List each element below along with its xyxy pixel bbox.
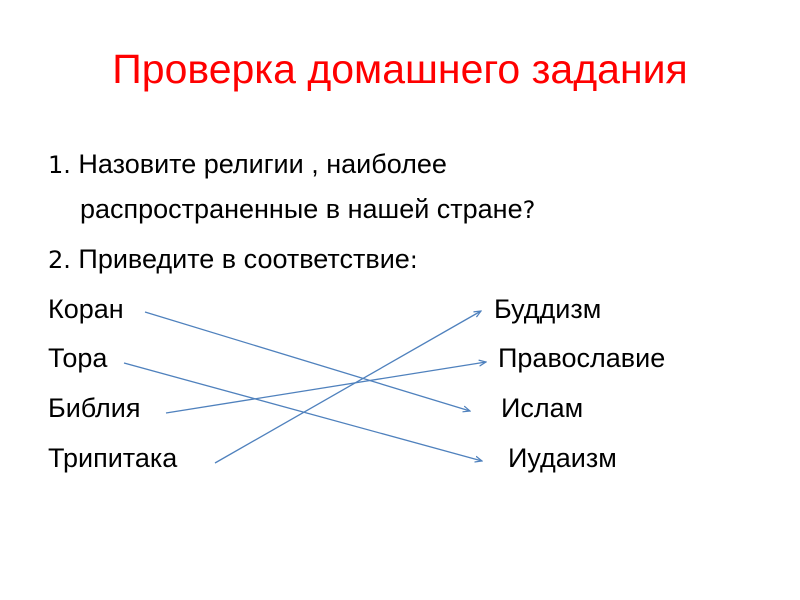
left-item-koran: Коран (48, 294, 124, 324)
connector-tripitaka-buddhism (215, 311, 481, 463)
right-item-buddhism: Буддизм (494, 294, 602, 324)
question-2-text: Приведите в соответствие (78, 244, 410, 274)
right-item-judaism: Иудаизм (508, 443, 617, 473)
right-item-orthodoxy: Православие (498, 343, 666, 373)
left-item-tripitaka: Трипитака (48, 443, 178, 473)
question-1-text-continued: распространенные в нашей стране (80, 194, 523, 224)
slide-title: Проверка домашнего задания (112, 46, 688, 92)
question-2-number: 2. (48, 246, 71, 274)
connector-koran-islam (145, 312, 470, 411)
question-1-question-mark: ? (522, 196, 536, 224)
left-item-bibliya: Библия (48, 393, 141, 423)
left-item-tora: Тора (48, 343, 108, 373)
question-1-text: Назовите религии , наиболее (78, 149, 447, 179)
right-item-islam: Ислам (501, 393, 584, 423)
question-2-colon: : (409, 246, 418, 274)
question-1-number: 1. (48, 151, 71, 179)
